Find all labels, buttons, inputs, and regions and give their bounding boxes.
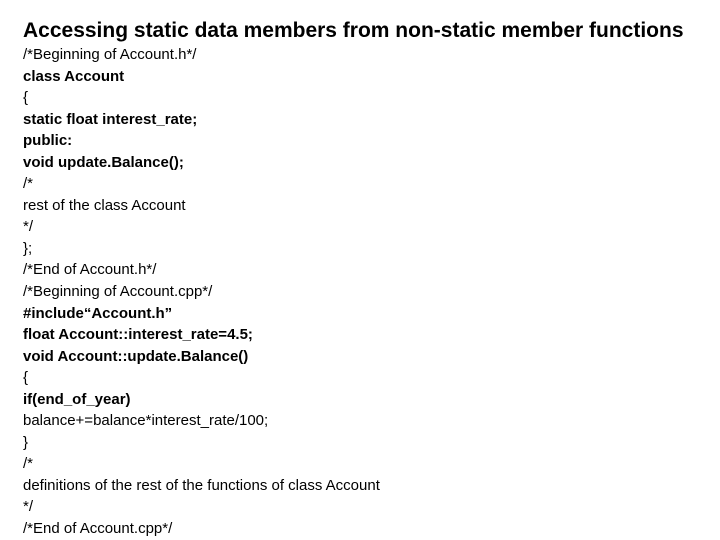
- code-line: /*Beginning of Account.cpp*/: [23, 283, 213, 301]
- code-line: balance+=balance*interest_rate/100;: [23, 412, 269, 430]
- code-line: void Account::update.Balance(): [23, 347, 249, 365]
- code-line: static float interest_rate;: [23, 110, 198, 128]
- code-listing: [23, 44, 380, 540]
- code-line: /*End of Account.cpp*/: [23, 520, 173, 538]
- code-line: */: [23, 218, 34, 236]
- code-line: */: [23, 498, 34, 516]
- code-line: #include“Account.h”: [23, 304, 173, 322]
- code-line: float Account::interest_rate=4.5;: [23, 326, 253, 344]
- code-line: };: [23, 239, 33, 257]
- code-line: /*End of Account.h*/: [23, 261, 157, 279]
- code-line: class Account: [23, 67, 125, 85]
- code-line: {: [23, 89, 29, 107]
- code-line: {: [23, 369, 29, 387]
- code-line: /*: [23, 455, 34, 473]
- code-line: /*: [23, 175, 34, 193]
- code-line: public:: [23, 132, 73, 150]
- code-line: /*Beginning of Account.h*/: [23, 46, 197, 63]
- code-line: rest of the class Account: [23, 196, 186, 214]
- code-line: if(end_of_year): [23, 390, 131, 408]
- code-line: }: [23, 433, 29, 451]
- code-line: void update.Balance();: [23, 153, 184, 171]
- code-line: definitions of the rest of the functions of class Account: [23, 476, 380, 494]
- slide-title: Accessing static data members from non-static member functions: [23, 19, 684, 42]
